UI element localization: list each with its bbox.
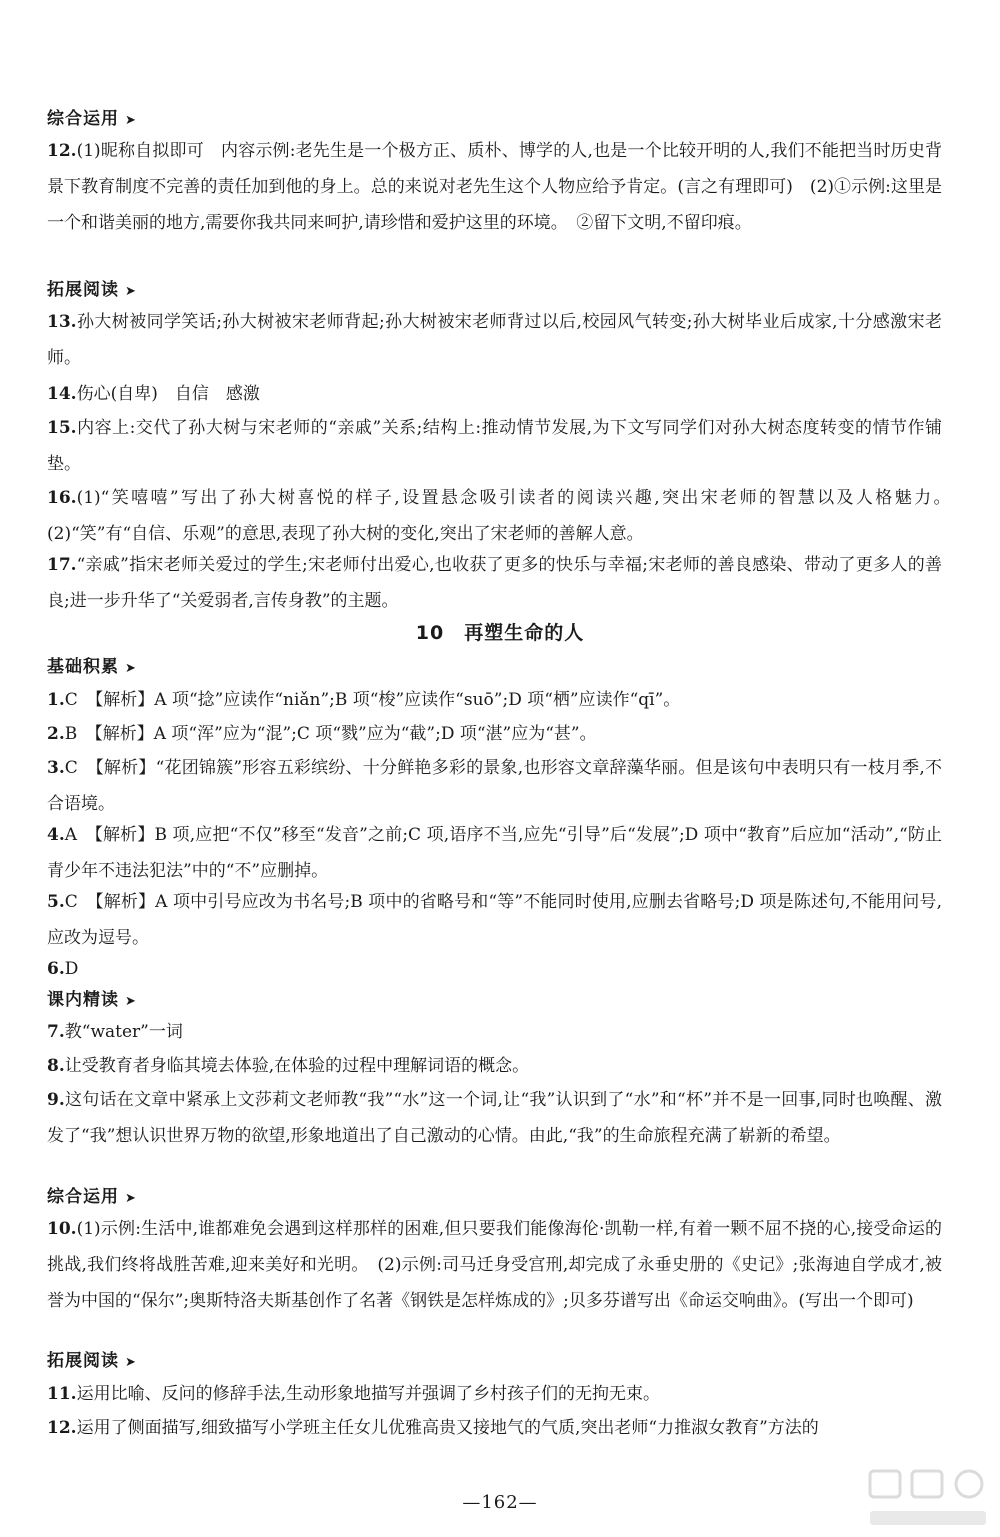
section-heading-comprehensive-2 <box>47 1186 137 1210</box>
section-heading-extended-reading <box>47 279 137 303</box>
item-number: 16. <box>47 488 77 508</box>
section-label: 基础积累 <box>47 657 119 677</box>
section-label: 综合运用 <box>47 1187 119 1207</box>
section-heading-extended-reading-2 <box>47 1350 137 1374</box>
section-label: 综合运用 <box>47 109 119 129</box>
item-text: (1)昵称自拟即可 内容示例:老先生是一个极方正、质朴、博学的人,也是一个比较开明的人,我们不能把当时历史背景下教育制度不完善的责任加到他的身上。总的来说对老先生这个人物应给予肯定。(言之有理即可) (2)①示例:这里是一个和谐美丽的地方,需要你我共同来呵护,请珍惜和爱护这里的环境。 ②留下文明,不留印痕。 <box>47 141 942 233</box>
answer-item-5 <box>47 884 942 956</box>
item-number: 1. <box>47 690 65 710</box>
item-number: 17. <box>47 555 77 575</box>
item-text: C 【解析】“花团锦簇”形容五彩缤纷、十分鲜艳多彩的景象,也形容文章辞藻华丽。但是该句中表明只有一枝月季,不合语境。 <box>47 758 942 814</box>
answer-item-2 <box>47 716 942 752</box>
item-number: 12. <box>47 1418 77 1438</box>
item-text: (1)示例:生活中,谁都难免会遇到这样那样的困难,但只要我们能像海伦·凯勒一样,有着一颗不屈不挠的心,接受命运的挑战,我们终将战胜苦难,迎来美好和光明。 (2)示例:司马迁身受宫刑,却完成了永垂史册的《史记》;张海迪自学成才,被誉为中国的“保尔”;奥斯特洛夫斯基创作了名著《钢铁是怎样炼成的》;贝多芬谱写出《命运交响曲》。(写出一个即可) <box>47 1219 942 1311</box>
arrow-icon: ➤ <box>125 284 137 299</box>
section-label: 拓展阅读 <box>47 1351 119 1371</box>
item-number: 12. <box>47 141 77 161</box>
answer-item-12b <box>47 1410 942 1446</box>
item-text: C 【解析】A 项“捻”应读作“niǎn”;B 项“梭”应读作“suō”;D 项“栖”应读作“qī”。 <box>64 690 681 710</box>
answer-item-7 <box>47 1014 942 1050</box>
item-text: 内容上:交代了孙大树与宋老师的“亲戚”关系;结构上:推动情节发展,为下文写同学们对孙大树态度转变的情节作铺垫。 <box>47 418 942 474</box>
item-number: 5. <box>47 892 65 912</box>
item-number: 7. <box>47 1022 65 1042</box>
page-number: —162— <box>462 1492 538 1513</box>
answer-item-16 <box>47 480 959 552</box>
item-text: 这句话在文章中紧承上文莎莉文老师教“我”“水”这一个词,让“我”认识到了“水”和“杯”并不是一回事,同时也唤醒、激发了“我”想认识世界万物的欲望,形象地道出了自己激动的心情。由此,“我”的生命旅程充满了崭新的希望。 <box>47 1090 942 1146</box>
answer-item-10 <box>47 1211 942 1319</box>
answer-item-4 <box>47 817 942 889</box>
watermark-logo <box>864 1467 992 1531</box>
item-number: 10. <box>47 1219 77 1239</box>
item-number: 2. <box>47 724 65 744</box>
item-number: 8. <box>47 1056 65 1076</box>
item-text: 运用了侧面描写,细致描写小学班主任女儿优雅高贵又接地气的气质,突出老师“力推淑女教育”方法的 <box>76 1418 819 1438</box>
item-number: 4. <box>47 825 65 845</box>
answer-item-1 <box>47 682 942 718</box>
arrow-icon: ➤ <box>125 994 137 1009</box>
answer-item-14 <box>47 376 942 412</box>
answer-item-15 <box>47 410 942 482</box>
lesson-title: 10 再塑生命的人 <box>415 622 585 644</box>
arrow-icon: ➤ <box>125 661 137 676</box>
item-text: (1)“笑嘻嘻”写出了孙大树喜悦的样子,设置悬念吸引读者的阅读兴趣,突出宋老师的智慧以及人格魅力。 (2)“笑”有“自信、乐观”的意思,表现了孙大树的变化,突出了宋老师的善解人意。 <box>47 488 959 544</box>
answer-item-13 <box>47 304 942 376</box>
item-text: D <box>64 959 79 979</box>
item-number: 14. <box>47 384 77 404</box>
answer-item-12 <box>47 133 942 241</box>
answer-item-11 <box>47 1376 942 1412</box>
answer-item-8 <box>47 1048 942 1084</box>
item-text: 伤心(自卑) 自信 感激 <box>76 384 260 404</box>
item-text: 教“water”一词 <box>64 1022 183 1042</box>
item-text: 让受教育者身临其境去体验,在体验的过程中理解词语的概念。 <box>64 1056 530 1076</box>
item-text: “亲戚”指宋老师关爱过的学生;宋老师付出爱心,也收获了更多的快乐与幸福;宋老师的善良感染、带动了更多人的善良;进一步升华了“关爱弱者,言传身教”的主题。 <box>47 555 942 611</box>
item-number: 3. <box>47 758 65 778</box>
item-number: 6. <box>47 959 65 979</box>
arrow-icon: ➤ <box>125 1191 137 1206</box>
section-label: 拓展阅读 <box>47 280 119 300</box>
answer-item-17 <box>47 547 942 619</box>
answer-item-3 <box>47 750 942 822</box>
item-text: 孙大树被同学笑话;孙大树被宋老师背起;孙大树被宋老师背过以后,校园风气转变;孙大树毕业后成家,十分感激宋老师。 <box>47 312 942 368</box>
item-text: A 【解析】B 项,应把“不仅”移至“发音”之前;C 项,语序不当,应先“引导”后“发展”;D 项中“教育”后应加“活动”,“防止青少年不违法犯法”中的“不”应删掉。 <box>47 825 942 881</box>
section-heading-close-reading <box>47 989 137 1013</box>
section-heading-comprehensive <box>47 108 137 132</box>
arrow-icon: ➤ <box>125 1355 137 1370</box>
item-number: 15. <box>47 418 77 438</box>
item-text: 运用比喻、反问的修辞手法,生动形象地描写并强调了乡村孩子们的无拘无束。 <box>76 1384 660 1404</box>
section-label: 课内精读 <box>47 990 119 1010</box>
item-text: B 【解析】A 项“浑”应为“混”;C 项“戮”应为“截”;D 项“湛”应为“甚”。 <box>64 724 597 744</box>
item-number: 13. <box>47 312 77 332</box>
section-heading-basics <box>47 656 137 680</box>
item-number: 9. <box>47 1090 65 1110</box>
arrow-icon: ➤ <box>125 113 137 128</box>
item-text: C 【解析】A 项中引号应改为书名号;B 项中的省略号和“等”不能同时使用,应删去省略号;D 项是陈述句,不能用问号,应改为逗号。 <box>47 892 942 948</box>
answer-item-9 <box>47 1082 942 1154</box>
answer-item-6 <box>47 951 942 987</box>
item-number: 11. <box>47 1384 77 1404</box>
